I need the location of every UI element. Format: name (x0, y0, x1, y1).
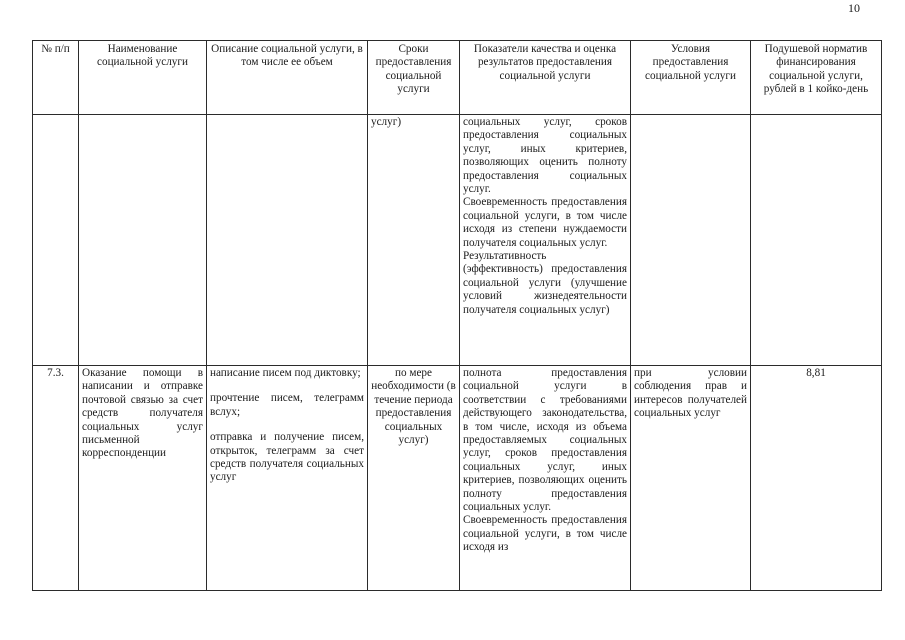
cell-conditions: при условии соблюдения прав и интересов получателей социальных услуг (631, 366, 751, 591)
cell-terms (368, 115, 460, 366)
cell-quality (460, 366, 631, 591)
cell-norm: 8,81 (751, 366, 882, 591)
table-header-row (33, 41, 882, 115)
cell-number (33, 115, 79, 366)
cell-terms: по мере необходимости (в течение периода предоставления социальных услуг) (368, 366, 460, 591)
description-item: отправка и получение писем, открыток, телеграмм за счет средств получателя социальных услуг (210, 431, 364, 484)
description-item: прочтение писем, телеграмм вслух; (210, 392, 364, 418)
cell-description (207, 115, 368, 366)
cell-quality (460, 115, 631, 366)
header-number: № п/п (33, 41, 79, 115)
terms-text: услуг) (371, 116, 402, 128)
quality-paragraph: полнота предоставления социальной услуги в соответствии с требованиями действующего законодательства, в том числе, исходя из объема предоставляемых социальных услуг, сроков предоставления социальных услуг, иных критериев, позволяющих оценить полноту предоставления социальных услуг. (463, 367, 627, 514)
table-row (33, 366, 882, 591)
cell-description (207, 366, 368, 591)
page-number: 10 (848, 1, 860, 15)
quality-paragraph: Результативность (эффективность) предоставления социальной услуги (улучшение условий жизнедеятельности получателя социальных услуг) (463, 250, 627, 316)
table-row (33, 115, 882, 366)
header-description: Описание социальной услуги, в том числе ее объем (207, 41, 368, 115)
header-conditions: Условия предоставления социальной услуги (631, 41, 751, 115)
quality-paragraph: Своевременность предоставления социальной услуги, в том числе исходя из (463, 514, 627, 554)
cell-norm (751, 115, 882, 366)
cell-service-name: Оказание помощи в написании и отправке почтовой связью за счет средств получателя социальных услуг письменной корреспонденции (79, 366, 207, 591)
description-item: написание писем под диктовку; (210, 367, 361, 379)
services-table (32, 40, 882, 591)
header-quality: Показатели качества и оценка результатов предоставления социальной услуги (460, 41, 631, 115)
quality-paragraph: социальных услуг, сроков предоставления социальных услуг, иных критериев, позволяющих оценить полноту предоставления социальных услуг. (463, 116, 627, 196)
header-service-name: Наименование социальной услуги (79, 41, 207, 115)
cell-service-name (79, 115, 207, 366)
header-terms: Сроки предоставления социальной услуги (368, 41, 460, 115)
quality-paragraph: Своевременность предоставления социальной услуги, в том числе исходя из степени нуждаемости получателя социальных услуг. (463, 196, 627, 249)
header-norm: Подушевой норматив финансирования социальной услуги, рублей в 1 койко-день (751, 41, 882, 115)
cell-conditions (631, 115, 751, 366)
cell-number: 7.3. (33, 366, 79, 591)
